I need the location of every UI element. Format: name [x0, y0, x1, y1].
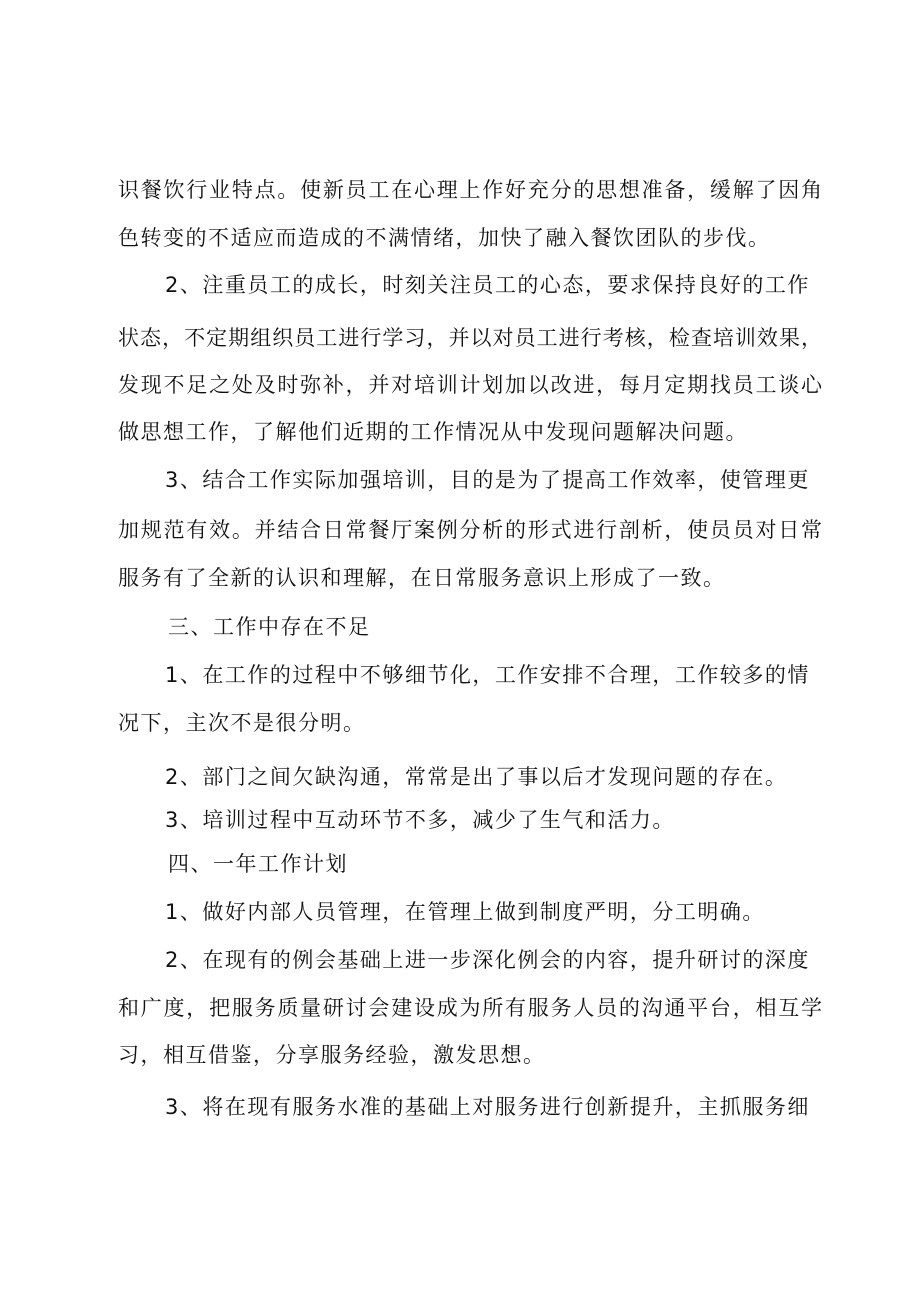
- text-line: 3、培训过程中互动环节不多，减少了生气和活力。: [165, 808, 675, 832]
- text-line: 2、注重员工的成长，时刻关注员工的心态，要求保持良好的工作: [165, 273, 810, 297]
- text-line: 2、在现有的例会基础上进一步深化例会的内容，提升研讨的深度: [165, 948, 810, 972]
- text-line: 3、将在现有服务水准的基础上对服务进行创新提升，主抓服务细: [165, 1095, 810, 1119]
- text-line: 3、结合工作实际加强培训，目的是为了提高工作效率，使管理更: [165, 468, 810, 492]
- text-line: 状态，不定期组织员工进行学习，并以对员工进行考核，检查培训效果，: [118, 326, 822, 350]
- text-line: 1、在工作的过程中不够细节化，工作安排不合理，工作较多的情: [165, 663, 810, 687]
- text-line: 加规范有效。并结合日常餐厅案例分析的形式进行剖析，使员员对日常: [118, 518, 822, 542]
- text-line: 习，相互借鉴，分享服务经验，激发思想。: [118, 1043, 546, 1067]
- text-line: 发现不足之处及时弥补，并对培训计划加以改进，每月定期找员工谈心: [118, 373, 822, 397]
- text-line: 服务有了全新的认识和理解，在日常服务意识上形成了一致。: [118, 566, 726, 590]
- text-line: 况下，主次不是很分明。: [118, 711, 366, 735]
- section-heading: 三、工作中存在不足: [168, 615, 371, 639]
- text-line: 2、部门之间欠缺沟通，常常是出了事以后才发现问题的存在。: [165, 765, 788, 789]
- text-line: 做思想工作，了解他们近期的工作情况从中发现问题解决问题。: [118, 420, 748, 444]
- section-heading: 四、一年工作计划: [168, 852, 348, 876]
- text-line: 和广度，把服务质量研讨会建设成为所有服务人员的沟通平台，相互学: [118, 996, 822, 1020]
- text-line: 识餐饮行业特点。使新员工在心理上作好充分的思想准备，缓解了因角: [118, 178, 822, 202]
- text-line: 色转变的不适应而造成的不满情绪，加快了融入餐饮团队的步伐。: [118, 226, 771, 250]
- text-line: 1、做好内部人员管理，在管理上做到制度严明，分工明确。: [165, 900, 765, 924]
